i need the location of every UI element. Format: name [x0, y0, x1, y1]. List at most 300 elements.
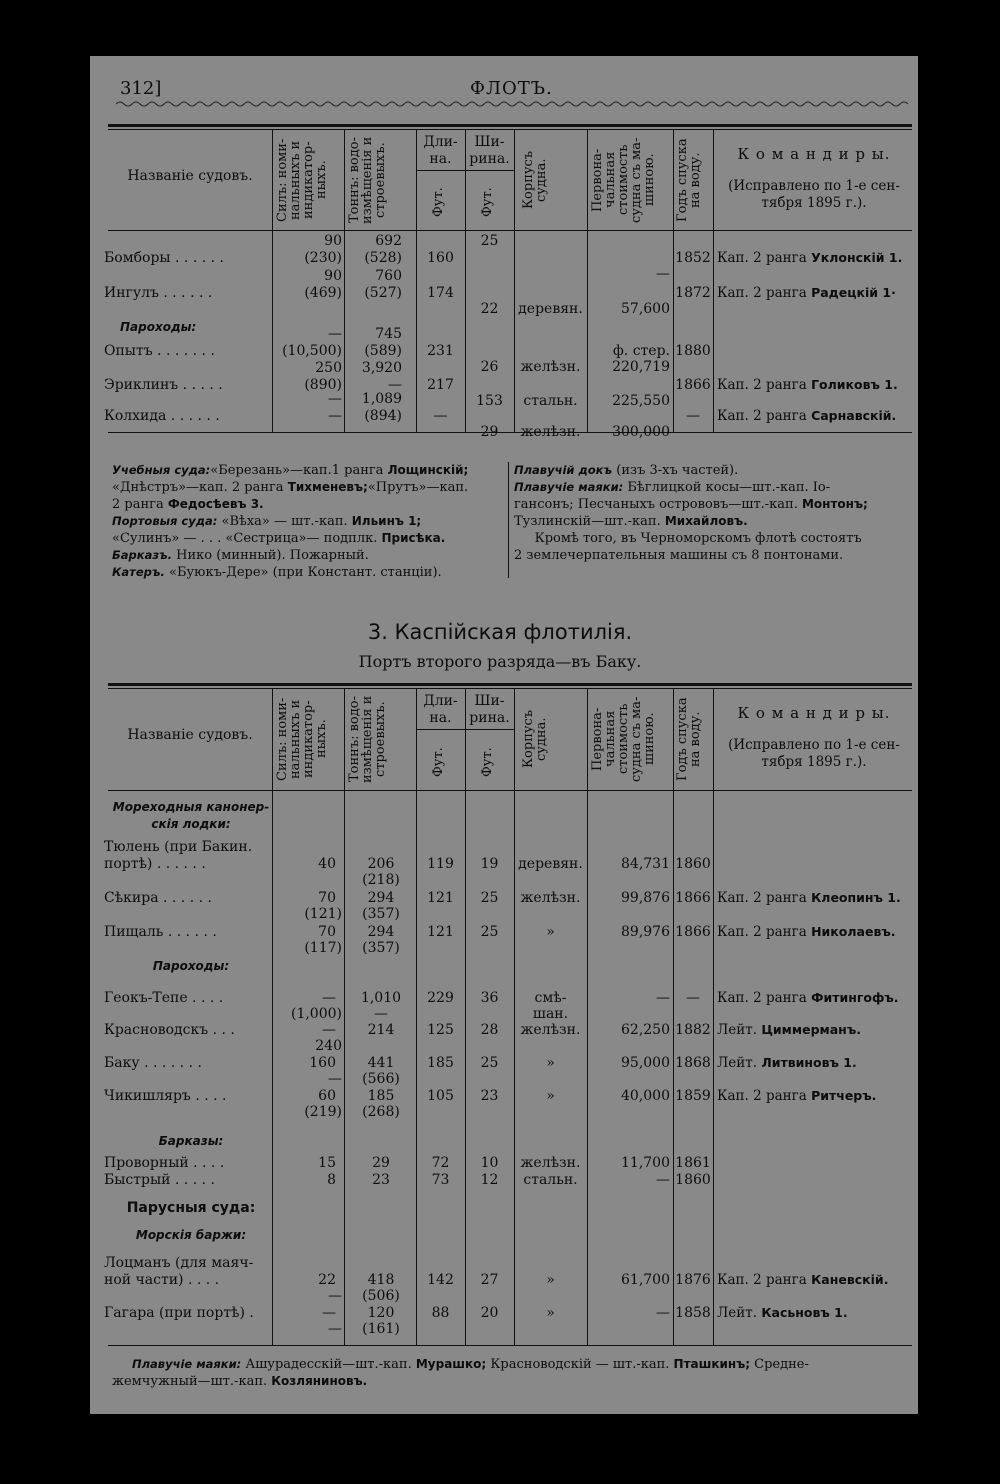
vessel-name: Лоцманъ (для маяч-	[104, 1255, 254, 1271]
commander	[717, 285, 896, 301]
initial-cost: 40,000	[621, 1088, 670, 1104]
power-nominal: 70	[318, 924, 336, 940]
note-line	[514, 479, 914, 496]
note-text: Средне-	[750, 1357, 809, 1372]
note-line	[112, 496, 504, 513]
length-feet: 121	[427, 890, 454, 906]
launch-year: 1872	[675, 285, 711, 301]
col-rule	[514, 129, 515, 432]
note-text: Тузлинскій—шт.-кап.	[514, 514, 665, 529]
tonnage-displacement: 441	[367, 1055, 395, 1071]
length-feet: 160	[427, 250, 454, 266]
launch-year: 1860	[675, 1172, 711, 1188]
tonnage-displacement: 418	[367, 1272, 395, 1288]
launch-year: 1866	[675, 890, 711, 906]
commander-rank: Кап. 2 ранга	[717, 890, 807, 906]
hull-material: »	[546, 1055, 555, 1071]
length-feet: 217	[427, 377, 454, 393]
rule	[108, 230, 912, 231]
note-text: 2 ранга	[112, 497, 168, 512]
launch-year: 1876	[675, 1272, 711, 1288]
launch-year: 1861	[675, 1155, 711, 1171]
rule	[108, 790, 912, 791]
tonnage-displacement: 206	[367, 856, 395, 872]
col-name-header: Названіе судовъ.	[127, 727, 253, 743]
power-nominal: 15	[318, 1155, 336, 1171]
note-text: «Вѣха» — шт.-кап.	[217, 514, 352, 529]
subheading-barges: Морскія баржи:	[135, 1228, 247, 1242]
tonnage-builder: (527)	[364, 285, 402, 301]
tonnage-displacement: 120	[367, 1305, 395, 1321]
initial-cost: 62,250	[621, 1022, 670, 1038]
width-feet: 29	[480, 424, 499, 440]
commander-rank: Кап. 2 ранга	[717, 377, 807, 393]
tonnage-displacement: 1,089	[361, 391, 402, 407]
tonnage-displacement: 185	[367, 1088, 395, 1104]
note-line	[112, 462, 504, 479]
power-nominal: —	[322, 1022, 336, 1038]
tonnage-builder: (357)	[362, 940, 400, 956]
length-feet: 229	[427, 990, 454, 1006]
col-name-header: Названіе судовъ.	[127, 168, 253, 184]
power-indicated: (121)	[304, 906, 342, 922]
col-width-header: Ши-рина.	[469, 134, 510, 167]
power-nominal: 22	[318, 1272, 336, 1288]
length-feet: 125	[427, 1022, 454, 1038]
vessel-name: Пищаль . . . . . .	[104, 924, 217, 940]
vessel-name: Чикишляръ . . . .	[104, 1088, 227, 1104]
tonnage-displacement: 3,920	[361, 360, 402, 376]
launch-year: 1866	[675, 924, 711, 940]
col-length-unit: Фут.	[431, 187, 446, 217]
commander-name: Николаевъ.	[811, 924, 896, 939]
note-text: Бѣглицкой косы—шт.-кап. Іо-	[623, 480, 831, 495]
col-hull-header: Корпусъ судна.	[521, 709, 549, 769]
launch-year: —	[686, 990, 700, 1006]
power-nominal: 90	[324, 268, 342, 284]
power-nominal: —	[322, 1305, 336, 1321]
power-indicated: (1,000)	[290, 1006, 342, 1022]
note-text: «Буюкъ-Дере» (при Констант. станціи).	[164, 565, 442, 580]
power-nominal: —	[322, 990, 336, 1006]
col-power-header: Силъ: номи-нальныхъ и индикатор-ныхъ.	[275, 697, 329, 781]
note-text: Красноводскій — шт.-кап.	[486, 1357, 674, 1372]
note-name: Пташкинъ;	[673, 1357, 751, 1371]
power-indicated: —	[328, 1288, 342, 1304]
commander-name: Фитингофъ.	[811, 990, 899, 1005]
power-indicated: —	[328, 408, 342, 424]
commander-name: Литвиновъ 1.	[761, 1055, 857, 1070]
tonnage-displacement: 294	[367, 924, 395, 940]
page-number: 312]	[120, 78, 162, 99]
vessel-name: Ингулъ . . . . . .	[104, 285, 213, 301]
launch-year: 1882	[675, 1022, 711, 1038]
hull-material: »	[546, 1272, 555, 1288]
note-text: «Днѣстръ»—кап. 2 ранга	[112, 480, 288, 495]
power-nominal: 70	[318, 890, 336, 906]
vessel-name: Бомборы . . . . . .	[104, 250, 224, 266]
col-year-header: Годъ спуска на воду.	[675, 697, 703, 781]
col-rule	[465, 688, 466, 1345]
commander	[717, 1305, 848, 1321]
commander	[717, 1088, 876, 1104]
commander-name: Касьновъ 1.	[761, 1305, 848, 1320]
commander	[717, 990, 899, 1006]
launch-year: 1868	[675, 1055, 711, 1071]
note-line	[514, 462, 914, 479]
col-commanders-note: (Исправлено по 1-е сен-тября 1895 г.).	[728, 178, 900, 211]
col-rule	[465, 129, 466, 432]
length-feet: —	[433, 408, 448, 424]
commander-name: Уклонскій 1.	[811, 250, 903, 265]
vessel-name: Гагара (при портѣ) .	[104, 1305, 254, 1321]
col-commanders-note: (Исправлено по 1-е сен-тября 1895 г.).	[728, 737, 900, 770]
commander	[717, 1022, 861, 1038]
note-label: Плавучіе маяки:	[514, 480, 624, 494]
col-rule	[587, 688, 588, 1345]
commander-rank: Кап. 2 ранга	[717, 924, 807, 940]
note-line	[112, 530, 504, 547]
note-text: «Березань»—кап.1 ранга	[210, 463, 388, 478]
wavy-rule	[116, 100, 912, 108]
initial-cost: 84,731	[621, 856, 670, 872]
width-feet: 23	[480, 1088, 499, 1104]
commander	[717, 890, 901, 906]
col-rule	[587, 129, 588, 432]
subheading-gunboats: Мореходныя канонер-	[112, 800, 270, 814]
width-feet: 20	[480, 1305, 499, 1321]
commander-name: Клеопинъ 1.	[811, 890, 901, 905]
note-name: Мурашко;	[415, 1357, 487, 1371]
launch-year: 1866	[675, 377, 711, 393]
hull-material: »	[546, 924, 555, 940]
vessel-name: Проворный . . . .	[104, 1155, 225, 1171]
note-line	[514, 547, 914, 564]
width-feet: 19	[480, 856, 499, 872]
vessel-name: Красноводскъ . . .	[104, 1022, 235, 1038]
length-feet: 72	[431, 1155, 450, 1171]
col-rule	[673, 688, 674, 1345]
tonnage-displacement: 29	[372, 1155, 390, 1171]
tonnage-displacement: 692	[375, 233, 402, 249]
col-rule	[272, 688, 273, 1345]
note-line	[514, 513, 914, 530]
width-feet: 10	[480, 1155, 499, 1171]
note-name: Федосѣевъ 3.	[167, 497, 264, 511]
commander-name: Голиковъ 1.	[811, 377, 898, 392]
notes-divider	[508, 462, 509, 578]
tonnage-builder: (589)	[364, 343, 402, 359]
col-rule	[272, 129, 273, 432]
power-nominal: 60	[318, 1088, 336, 1104]
hull-material: желѣзн.	[520, 890, 581, 906]
width-feet: 25	[480, 233, 499, 249]
tonnage-builder: (218)	[362, 872, 400, 888]
vessel-name: Быстрый . . . . .	[104, 1172, 215, 1188]
tonnage-builder: —	[374, 1006, 388, 1022]
vessel-name: Сѣкира . . . . . .	[104, 890, 212, 906]
vessel-name: Эриклинъ . . . . .	[104, 377, 223, 393]
vessel-name: Геокъ-Тепе . . . .	[104, 990, 224, 1006]
note-label: Портовыя суда:	[112, 514, 218, 528]
col-tonnage-header: Тоннъ: водо-измѣщенія и строевыхъ.	[347, 136, 388, 224]
col-power-header: Силъ: номи-нальныхъ и индикатор-ныхъ.	[275, 138, 329, 222]
width-feet: 25	[480, 890, 499, 906]
power-nominal: —	[328, 391, 342, 407]
length-feet: 119	[427, 856, 454, 872]
subheading-steamers: Пароходы:	[152, 959, 230, 973]
note-line	[112, 564, 504, 581]
width-feet: 25	[480, 1055, 499, 1071]
tonnage-builder: (268)	[362, 1104, 400, 1120]
col-cost-header: Первона-чальная стоимость судна съ ма-шиною.	[590, 696, 657, 782]
tonnage-displacement: 214	[367, 1022, 395, 1038]
col-length-header: Дли-на.	[423, 134, 458, 167]
tonnage-builder: —	[388, 377, 402, 393]
initial-cost: 300,000	[612, 424, 670, 440]
col-year-header: Годъ спуска на воду.	[675, 138, 703, 222]
rule	[108, 129, 912, 130]
power-indicated: (117)	[304, 940, 342, 956]
power-nominal: —	[328, 326, 342, 342]
vessel-name: Колхида . . . . . .	[104, 408, 220, 424]
note-label: Барказъ.	[112, 548, 173, 562]
col-commanders-header: К о м а н д и р ы.	[737, 704, 891, 722]
col-length-unit: Фут.	[431, 747, 446, 777]
vessel-name: Тюлень (при Бакин.	[104, 839, 253, 855]
power-indicated: (890)	[304, 377, 342, 393]
col-tonnage-header: Тоннъ: водо-измѣщенія и строевыхъ.	[347, 695, 388, 783]
rule	[108, 683, 912, 686]
note-name: Козляниновъ.	[271, 1374, 368, 1388]
note-name: Тихменевъ;	[287, 480, 368, 494]
note-text: «Сулинъ» — . . . «Сестрица»— подплк.	[112, 531, 382, 546]
hull-material: стальн.	[523, 393, 578, 409]
section-subtitle: Портъ второго разряда—въ Баку.	[358, 652, 642, 671]
initial-cost: —	[656, 1172, 670, 1188]
col-width-unit: Фут.	[480, 187, 495, 217]
note-text: жемчужный—шт.-кап.	[112, 1374, 272, 1389]
col-length-header: Дли-на.	[423, 693, 458, 726]
tonnage-builder: (528)	[364, 250, 402, 266]
launch-year: —	[686, 408, 700, 424]
hull-material: деревян.	[518, 301, 583, 317]
tonnage-displacement: 745	[375, 326, 402, 342]
length-feet: 73	[431, 1172, 450, 1188]
length-feet: 105	[427, 1088, 454, 1104]
initial-cost: 61,700	[621, 1272, 670, 1288]
commander-rank: Кап. 2 ранга	[717, 1088, 807, 1104]
tonnage-displacement: 294	[367, 890, 395, 906]
width-feet: 27	[480, 1272, 499, 1288]
launch-year: 1858	[675, 1305, 711, 1321]
col-rule	[344, 688, 345, 1345]
hull-material: смѣ-	[534, 990, 567, 1006]
commander	[717, 1055, 857, 1071]
vessel-name-cont: портѣ) . . . . . .	[104, 856, 206, 872]
rule	[108, 1345, 912, 1346]
hull-material: желѣзн.	[520, 1022, 581, 1038]
note-text: гансонъ; Песчаныхъ острововъ—шт.-кап.	[514, 497, 802, 512]
length-feet: 185	[427, 1055, 454, 1071]
power-nominal: 40	[318, 856, 336, 872]
hull-material: »	[546, 1305, 555, 1321]
note-name: Лощинскій;	[387, 463, 469, 477]
initial-cost: 89,976	[621, 924, 670, 940]
power-indicated: (230)	[304, 250, 342, 266]
col-commanders-header: К о м а н д и р ы.	[737, 145, 891, 163]
hull-material: »	[546, 1088, 555, 1104]
initial-cost: —	[656, 1305, 670, 1321]
commander-rank: Лейт.	[717, 1055, 758, 1071]
commander-rank: Лейт.	[717, 1305, 758, 1321]
col-rule	[416, 688, 417, 1345]
vessel-name-cont: ной части) . . . .	[104, 1272, 220, 1288]
length-feet: 174	[427, 285, 454, 301]
floating-lights-note-line2	[112, 1373, 367, 1390]
commander-name: Каневскій.	[811, 1272, 889, 1287]
power-indicated: (10,500)	[282, 343, 342, 359]
tonnage-displacement: 760	[375, 268, 402, 284]
note-label: Плавучіе маяки:	[132, 1357, 242, 1371]
note-text: Ашурадесскій—шт.-кап.	[241, 1357, 416, 1372]
launch-year: 1852	[675, 250, 711, 266]
note-name: Ильинъ 1;	[351, 514, 422, 528]
power-indicated: —	[328, 1321, 342, 1337]
initial-cost: 95,000	[621, 1055, 670, 1071]
commander-rank: Кап. 2 ранга	[717, 408, 807, 424]
col-width-unit: Фут.	[480, 747, 495, 777]
length-feet: 231	[427, 343, 454, 359]
launch-year: 1859	[675, 1088, 711, 1104]
note-text: Кромѣ того, въ Черноморскомъ флотѣ состоятъ	[514, 531, 862, 546]
tonnage-displacement: 23	[372, 1172, 390, 1188]
col-rule	[713, 688, 714, 1345]
note-name: Присѣка.	[381, 531, 446, 545]
note-label: Катеръ.	[112, 565, 165, 579]
vessel-name: Баку . . . . . . .	[104, 1055, 202, 1071]
col-cost-header: Первона-чальная стоимость судна съ ма-шиною.	[590, 137, 657, 223]
commander-rank: Кап. 2 ранга	[717, 1272, 807, 1288]
note-text: Нико (минный). Пожарный.	[172, 548, 369, 563]
note-label: Учебныя суда:	[112, 463, 211, 477]
note-line	[112, 547, 504, 564]
tonnage-builder: (161)	[362, 1321, 400, 1337]
hull-material: желѣзн.	[520, 1155, 581, 1171]
hull-material: желѣзн.	[520, 359, 581, 375]
commander-rank: Кап. 2 ранга	[717, 990, 807, 1006]
power-nominal: 90	[324, 233, 342, 249]
power-nominal: 160	[309, 1055, 336, 1071]
commander	[717, 408, 896, 424]
length-feet: 142	[427, 1272, 454, 1288]
commander-name: Циммерманъ.	[761, 1022, 861, 1037]
commander	[717, 1272, 888, 1288]
initial-cost: —	[656, 266, 670, 282]
note-text: 2 землечерпательныя машины съ 8 понтонами.	[514, 548, 844, 563]
power-indicated: —	[328, 1071, 342, 1087]
width-feet: 153	[476, 393, 503, 409]
subheading-sailing: Парусныя суда:	[126, 1200, 256, 1216]
launch-year: 1880	[675, 343, 711, 359]
rule	[108, 124, 912, 127]
width-feet: 25	[480, 924, 499, 940]
commander-name: Сарнавскій.	[811, 408, 897, 423]
initial-cost: 225,550	[612, 393, 670, 409]
commander-rank: Лейт.	[717, 1022, 758, 1038]
power-nominal: 8	[327, 1172, 336, 1188]
section-title: 3. Каспійская флотилія.	[367, 620, 633, 644]
launch-year: 1860	[675, 856, 711, 872]
initial-cost: 99,876	[621, 890, 670, 906]
length-feet: 121	[427, 924, 454, 940]
note-line	[112, 479, 504, 496]
note-line	[112, 513, 504, 530]
commander	[717, 924, 896, 940]
length-feet: 88	[431, 1305, 450, 1321]
width-feet: 26	[480, 359, 499, 375]
initial-cost: 11,700	[621, 1155, 670, 1171]
width-feet: 28	[480, 1022, 499, 1038]
width-feet: 36	[480, 990, 499, 1006]
note-text: (изъ 3-хъ частей).	[612, 463, 739, 478]
floating-lights-note-line1	[132, 1356, 809, 1373]
power-nominal: 250	[315, 360, 342, 376]
hull-material: стальн.	[523, 1172, 578, 1188]
commander-rank: Кап. 2 ранга	[717, 285, 807, 301]
vessel-name: Опытъ . . . . . . .	[104, 343, 215, 359]
note-name: Монтонъ;	[801, 497, 868, 511]
power-indicated: (219)	[304, 1104, 342, 1120]
commander	[717, 377, 898, 393]
initial-cost: 220,719	[612, 359, 670, 375]
initial-cost: —	[656, 990, 670, 1006]
hull-material-cont: шан.	[532, 1006, 569, 1022]
note-label: Плавучій докъ	[514, 463, 613, 477]
subheading-gunboats-2: скія лодки:	[151, 817, 231, 831]
note-text: «Прутъ»—кап.	[367, 480, 469, 495]
commander-name: Ритчеръ.	[811, 1088, 877, 1103]
col-rule	[713, 129, 714, 432]
hull-material: желѣзн.	[520, 424, 581, 440]
commander	[717, 250, 902, 266]
tonnage-displacement: 1,010	[360, 990, 402, 1006]
col-width-header: Ши-рина.	[469, 693, 510, 726]
note-line	[514, 496, 914, 513]
rule	[108, 688, 912, 689]
cost-currency: ф. стер.	[612, 343, 670, 359]
power-indicated: (469)	[304, 285, 342, 301]
tonnage-builder: (566)	[362, 1071, 400, 1087]
col-rule	[344, 129, 345, 432]
note-name: Михайловъ.	[664, 514, 748, 528]
subheading-steamers: Пароходы:	[120, 320, 197, 334]
running-title: ФЛОТЪ.	[470, 78, 553, 99]
tonnage-builder: (506)	[362, 1288, 400, 1304]
col-hull-header: Корпусъ судна.	[521, 150, 549, 210]
hull-material: деревян.	[518, 856, 583, 872]
commander-rank: Кап. 2 ранга	[717, 250, 807, 266]
power-indicated: 240	[315, 1038, 342, 1054]
subheading-launches: Барказы:	[158, 1134, 224, 1148]
width-feet: 12	[480, 1172, 499, 1188]
commander-name: Радецкій 1·	[811, 285, 896, 300]
initial-cost: 57,600	[621, 301, 670, 317]
note-line	[514, 530, 914, 547]
width-feet: 22	[480, 301, 499, 317]
tonnage-builder: (894)	[364, 408, 402, 424]
tonnage-builder: (357)	[362, 906, 400, 922]
